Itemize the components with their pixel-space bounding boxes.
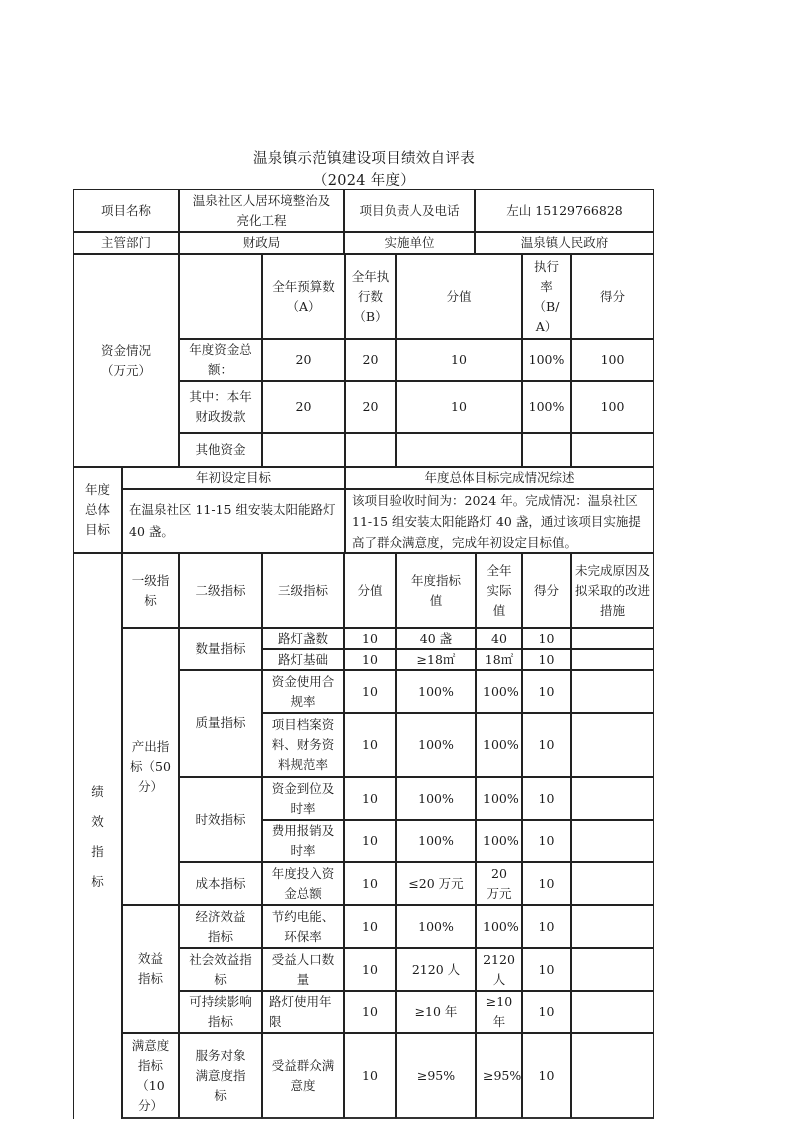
- funds-header-score: 得分: [571, 254, 654, 339]
- perf-row-score-value: [344, 713, 396, 777]
- perf-cell-text: 100%: [418, 737, 454, 752]
- perf-row-reason: [571, 649, 654, 670]
- perf-cell-text: 路灯基础: [277, 651, 328, 667]
- perf-row-score-value: [344, 991, 396, 1033]
- perf-row-actual: [476, 713, 522, 777]
- perf-cell-text: 10: [538, 961, 555, 977]
- perf-cell-text: 2120 人: [411, 961, 461, 977]
- funds-row-label: 其他资金: [179, 433, 262, 467]
- perf-cell-text: 10: [362, 737, 378, 752]
- funds-row-score: 100: [571, 381, 654, 433]
- perf-level2-sustainable: 可持续影响指标: [179, 991, 262, 1033]
- funds-row-budget: [262, 433, 345, 467]
- perf-row-actual: [476, 649, 522, 670]
- perf-cell-text: 10: [362, 875, 378, 891]
- perf-cell-text: 10: [538, 630, 555, 646]
- perf-row-reason: [571, 713, 654, 777]
- funds-row-score-value: 10: [396, 381, 522, 433]
- perf-cell-text: ≥95%: [483, 1067, 522, 1083]
- perf-cell-text: 10: [538, 737, 555, 752]
- perf-level2-timeliness: 时效指标: [179, 777, 262, 862]
- project-name-value: 温泉社区人居环境整治及亮化工程: [179, 189, 344, 232]
- funds-row-rate: 100%: [522, 339, 571, 381]
- perf-row-level3: [262, 991, 344, 1033]
- project-owner-label: 项目负责人及电话: [344, 189, 475, 232]
- perf-cell-text: 项目档案资料、财务资料规范率: [271, 717, 335, 772]
- perf-level2-quality: 质量指标: [179, 670, 262, 777]
- perf-level2-economic: 经济效益指标: [179, 905, 262, 948]
- perf-row-level3: [262, 649, 344, 670]
- perf-cell-text: 100%: [483, 737, 519, 752]
- perf-cell-text: 10: [538, 683, 555, 699]
- perf-row-reason: [571, 777, 654, 820]
- perf-cell-text: 2120 人: [483, 951, 515, 987]
- perf-header-score: 得分: [522, 553, 571, 628]
- perf-row-target: [396, 905, 476, 948]
- perf-row-actual: [476, 991, 522, 1033]
- perf-row-actual: [476, 1033, 522, 1119]
- perf-cell-text: 10: [362, 651, 378, 667]
- perf-row-target: [396, 628, 476, 649]
- perf-level2-cost: 成本指标: [179, 862, 262, 905]
- perf-row-actual: [476, 905, 522, 948]
- perf-row-score: [522, 628, 571, 649]
- perf-header-level1: 一级指标: [122, 553, 179, 628]
- perf-cell-text: 受益群众满意度: [271, 1057, 335, 1093]
- perf-cell-text: 100%: [418, 683, 454, 699]
- perf-cell-text: 100%: [418, 833, 454, 848]
- perf-row-level3: [262, 862, 344, 905]
- perf-row-level3: [262, 713, 344, 777]
- funds-row-label: 其中：本年财政拨款: [179, 381, 262, 433]
- perf-row-score-value: [344, 905, 396, 948]
- perf-row-actual: [476, 948, 522, 991]
- perf-row-actual: [476, 777, 522, 820]
- perf-cell-text: 100%: [418, 790, 454, 806]
- perf-cell-text: ≤20 万元: [408, 875, 464, 891]
- perf-header-reason: 未完成原因及拟采取的改进措施: [571, 553, 654, 628]
- perf-row-level3: [262, 670, 344, 713]
- perf-row-level3: [262, 948, 344, 991]
- perf-cell-text: 年度投入资金总额: [271, 865, 335, 901]
- perf-level2-service: 服务对象满意度指标: [179, 1033, 262, 1119]
- perf-row-level3: [262, 905, 344, 948]
- perf-cell-text: 10: [362, 683, 378, 699]
- perf-row-reason: [571, 862, 654, 905]
- perf-row-score: [522, 820, 571, 862]
- perf-cell-text: 费用报销及时率: [271, 823, 335, 858]
- perf-cell-text: ≥10 年: [485, 994, 513, 1029]
- funds-row-budget: 20: [262, 381, 345, 433]
- perf-row-score: [522, 905, 571, 948]
- dept-label: 主管部门: [73, 232, 179, 254]
- perf-cell-text: 40 盏: [419, 630, 453, 646]
- perf-row-score-value: [344, 777, 396, 820]
- funds-row-rate: [522, 433, 571, 467]
- perf-level1-satisfaction: 满意度指标（10分）: [122, 1033, 179, 1119]
- perf-row-score-value: [344, 948, 396, 991]
- funds-header-blank: [179, 254, 262, 339]
- dept-value: 财政局: [179, 232, 344, 254]
- perf-row-reason: [571, 905, 654, 948]
- project-owner-value: 左山 15129766828: [475, 189, 654, 232]
- perf-row-reason: [571, 820, 654, 862]
- perf-row-score-value: [344, 820, 396, 862]
- page-title: 温泉镇示范镇建设项目绩效自评表: [253, 151, 475, 167]
- perf-row-reason: [571, 628, 654, 649]
- perf-cell-text: 资金到位及时率: [271, 780, 335, 816]
- perf-level1-benefit: 效益指标: [122, 905, 179, 1033]
- perf-cell-text: 100%: [418, 918, 454, 934]
- perf-row-reason: [571, 670, 654, 713]
- perf-cell-text: 100%: [483, 918, 519, 934]
- page-subtitle: （2024 年度）: [312, 173, 416, 189]
- unit-label: 实施单位: [344, 232, 475, 254]
- perf-row-target: [396, 991, 476, 1033]
- perf-header-level2: 二级指标: [179, 553, 262, 628]
- perf-row-target: [396, 862, 476, 905]
- performance-section-label: 绩效指标: [73, 553, 122, 1119]
- perf-row-reason: [571, 991, 654, 1033]
- perf-row-target: [396, 670, 476, 713]
- perf-row-score: [522, 649, 571, 670]
- perf-cell-text: 路灯盏数: [277, 630, 328, 646]
- goals-section-label: 年度总体目标: [73, 467, 122, 553]
- perf-row-score: [522, 862, 571, 905]
- goals-summary-header: 年度总体目标完成情况综述: [345, 467, 654, 489]
- perf-level2-quantity: 数量指标: [179, 628, 262, 670]
- perf-cell-text: 10: [538, 651, 555, 667]
- funds-row-executed: 20: [345, 381, 396, 433]
- perf-cell-text: 10: [538, 790, 555, 806]
- funds-header-executed: 全年执行数（B）: [345, 254, 396, 339]
- perf-row-score-value: [344, 670, 396, 713]
- goals-initial-text: 在温泉社区 11-15 组安装太阳能路灯 40 盏。: [122, 489, 345, 553]
- perf-cell-text: 18㎡: [484, 651, 514, 667]
- perf-cell-text: 10: [362, 918, 378, 934]
- perf-row-target: [396, 1033, 476, 1119]
- perf-cell-text: 受益人口数量: [271, 951, 335, 987]
- perf-cell-text: 节约电能、环保率: [271, 908, 335, 944]
- unit-value: 温泉镇人民政府: [475, 232, 654, 254]
- perf-cell-text: 10: [362, 833, 378, 848]
- perf-row-reason: [571, 1033, 654, 1119]
- perf-row-score: [522, 777, 571, 820]
- funds-row-rate: 100%: [522, 381, 571, 433]
- perf-row-target: [396, 948, 476, 991]
- perf-row-score: [522, 670, 571, 713]
- perf-row-actual: [476, 670, 522, 713]
- perf-cell-text: 100%: [483, 833, 519, 848]
- perf-cell-text: 10: [362, 1004, 378, 1019]
- perf-level2-social: 社会效益指标: [179, 948, 262, 991]
- perf-cell-text: 10: [538, 833, 555, 848]
- funds-row-score: 100: [571, 339, 654, 381]
- perf-row-score-value: [344, 862, 396, 905]
- funds-row-score-value: 10: [396, 339, 522, 381]
- perf-row-level3: [262, 820, 344, 862]
- funds-row-budget: 20: [262, 339, 345, 381]
- perf-row-score: [522, 713, 571, 777]
- perf-row-target: [396, 713, 476, 777]
- perf-cell-text: 20 万元: [486, 865, 512, 901]
- perf-cell-text: 10: [362, 630, 378, 646]
- funds-row-executed: [345, 433, 396, 467]
- perf-header-target: 年度指标值: [396, 553, 476, 628]
- perf-cell-text: ≥95%: [416, 1067, 456, 1083]
- goals-summary-text: 该项目验收时间为：2024 年。完成情况：温泉社区 11-15 组安装太阳能路灯 40 盏，通过该项目实施提高了群众满意度，完成年初设定目标值。: [345, 489, 654, 553]
- perf-cell-text: ≥18㎡: [416, 651, 456, 667]
- funds-row-score-value: [396, 433, 522, 467]
- perf-level1-output: 产出指标（50分）: [122, 628, 179, 905]
- perf-cell-text: ≥10 年: [414, 1004, 458, 1019]
- perf-cell-text: 10: [538, 1004, 555, 1019]
- perf-header-score-value: 分值: [344, 553, 396, 628]
- perf-row-level3: [262, 628, 344, 649]
- perf-row-score: [522, 948, 571, 991]
- perf-row-reason: [571, 948, 654, 991]
- funds-row-label: 年度资金总额：: [179, 339, 262, 381]
- perf-header-level3: 三级指标: [262, 553, 344, 628]
- perf-row-score-value: [344, 1033, 396, 1119]
- perf-cell-text: 40: [491, 630, 507, 646]
- funds-header-budget: 全年预算数（A）: [262, 254, 345, 339]
- project-name-label: 项目名称: [73, 189, 179, 232]
- funds-header-rate: 执行率（B/A）: [522, 254, 571, 339]
- perf-cell-text: 资金使用合规率: [271, 673, 335, 709]
- perf-row-target: [396, 649, 476, 670]
- perf-row-actual: [476, 628, 522, 649]
- perf-cell-text: 10: [538, 918, 555, 934]
- funds-row-score: [571, 433, 654, 467]
- perf-cell-text: 10: [538, 1067, 555, 1083]
- funds-section-label: 资金情况（万元）: [73, 254, 179, 467]
- funds-header-score-value: 分值: [396, 254, 522, 339]
- perf-row-score-value: [344, 628, 396, 649]
- perf-cell-text: 10: [362, 961, 378, 977]
- funds-row-executed: 20: [345, 339, 396, 381]
- perf-row-score: [522, 991, 571, 1033]
- perf-row-score-value: [344, 649, 396, 670]
- perf-row-target: [396, 820, 476, 862]
- perf-cell-text: 100%: [483, 790, 519, 806]
- perf-cell-text: 10: [362, 1067, 378, 1083]
- perf-cell-text: 10: [538, 875, 555, 891]
- goals-initial-header: 年初设定目标: [122, 467, 345, 489]
- perf-row-target: [396, 777, 476, 820]
- perf-row-level3: [262, 1033, 344, 1119]
- perf-row-level3: [262, 777, 344, 820]
- perf-row-actual: [476, 862, 522, 905]
- perf-cell-text: 100%: [483, 683, 519, 699]
- perf-header-actual: 全年实际值: [476, 553, 522, 628]
- perf-cell-text: 10: [362, 790, 378, 806]
- perf-row-score: [522, 1033, 571, 1119]
- perf-cell-text: 路灯使用年限: [269, 994, 332, 1029]
- perf-row-actual: [476, 820, 522, 862]
